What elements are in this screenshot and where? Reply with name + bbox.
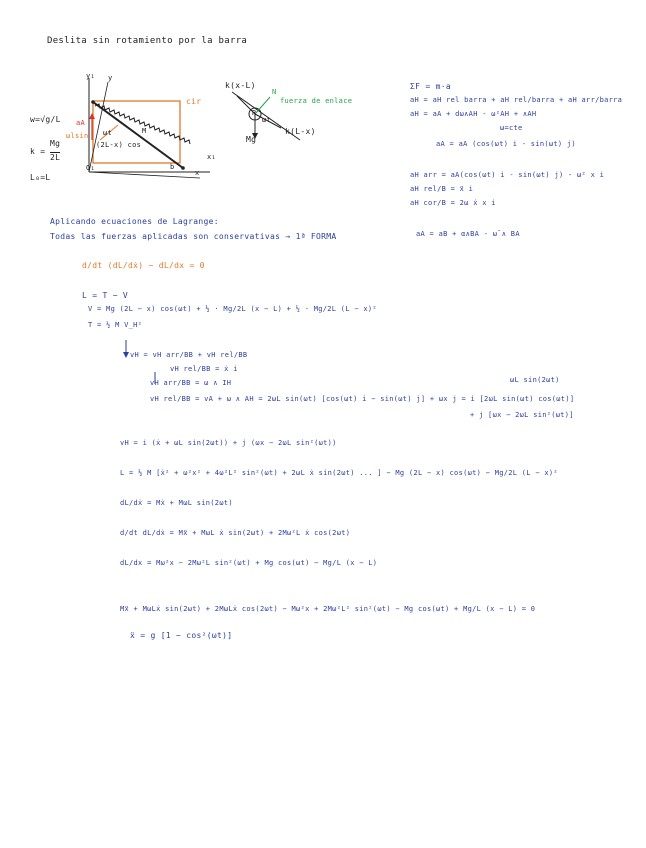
omega-eq: w=√g/L bbox=[30, 115, 61, 124]
k-eq-num: Mg bbox=[50, 139, 61, 148]
y-label: y bbox=[108, 74, 113, 82]
x-label: x bbox=[195, 169, 200, 177]
k-eq-lhs: k = bbox=[30, 147, 46, 156]
T-def: T = ½ M V_H² bbox=[88, 321, 143, 329]
kin-line-2: aH = aH rel barra + aH rel/barra + aH arr/barra bbox=[410, 96, 623, 104]
fbd-wt: ωt bbox=[262, 116, 272, 124]
V-def: V = Mg (2L − x) cos(ωt) + ½ · Mg/2L (x − L) + ½ · Mg/2L (L − x)² bbox=[88, 305, 377, 313]
lagrange-heading-2: Todas las fuerzas aplicadas son conservativas → 1ª FORMA bbox=[50, 232, 337, 241]
x-rot-axis bbox=[89, 169, 200, 178]
kin-line-1: ΣF = m·a bbox=[410, 82, 451, 91]
x1-label: x₁ bbox=[207, 153, 217, 161]
lagrange-main-eq: d/dt (dL/dẋ) − dL/dx = 0 bbox=[82, 261, 205, 270]
wlsin-label: ωlsin bbox=[66, 132, 89, 140]
kin-line-4: aA = aA (cos(ωt) i - sin(ωt) j) bbox=[436, 140, 576, 148]
kin-line-3: aH = aA + dω∧AH - ω²AH + ∧AH bbox=[410, 110, 537, 118]
lagrange-heading-1: Aplicando ecuaciones de Lagrange: bbox=[50, 217, 219, 226]
L-eq: L₀=L bbox=[30, 173, 51, 182]
L-def: L = T − V bbox=[82, 291, 129, 300]
aA-label: aA bbox=[76, 119, 86, 127]
varr-def: vH arr/BB = ω ∧ IH bbox=[150, 379, 232, 387]
M-label: M bbox=[142, 127, 147, 135]
ddt-dLdxdot: d/dt dL/dẋ = Mẍ + MωL ẋ sin(2ωt) + 2Mω²L ẋ cos(2ωt) bbox=[120, 529, 351, 537]
seg-label: (2L-x) cos bbox=[96, 141, 142, 149]
kin-line-7: aH cor/B = 2ω ẋ x i bbox=[410, 199, 496, 207]
vrel3-def: + j [ωx − 2ωL sin²(ωt)] bbox=[470, 411, 574, 419]
b-label: b bbox=[170, 163, 175, 171]
dLdxdot: dL/dẋ = Mẋ + MωL sin(2ωt) bbox=[120, 499, 233, 507]
vrel-def: vH rel/BB = ẋ i bbox=[170, 365, 238, 373]
y1-label: y₁ bbox=[86, 72, 96, 80]
fbd-k-top: k(x-L) bbox=[225, 81, 256, 90]
dLdx: dL/dx = Mω²x − 2Mω²L sin²(ωt) + Mg cos(ωt) − Mg/L (x − L) bbox=[120, 559, 378, 567]
fbd-R: R bbox=[252, 109, 257, 117]
kin-line-8: aA = aB + α∧BA - ω̄ ∧ BA bbox=[416, 230, 520, 238]
L-full: L = ½ M [ẋ² + ω²x² + 4ω²L² sin²(ωt) + 2ωL ẋ sin(2ωt) ... ] − Mg (2L − x) cos(ωt) − Mg/2L (L − x)² bbox=[120, 469, 558, 477]
final-eq: Mẍ + MωLẋ sin(2ωt) + 2MωLẋ cos(2ωt) − Mω²x + 2Mω²L² sin²(ωt) − Mg cos(ωt) + Mg/L (x − L) = 0 bbox=[120, 605, 536, 613]
result-eq: ẍ = g [1 − cos²(ωt)] bbox=[130, 631, 233, 640]
k-eq-den: 2L bbox=[50, 153, 61, 162]
kin-line-6: aH rel/B = ẍ i bbox=[410, 185, 474, 193]
normal-arrow bbox=[255, 97, 270, 114]
wlsin-top: ωL sin(2ωt) bbox=[510, 376, 560, 384]
cir-label: cir bbox=[186, 97, 202, 106]
kin-line-3b: ω=cte bbox=[500, 124, 523, 132]
fbd-Mg: Mg bbox=[246, 135, 257, 144]
page-title: Deslita sin rotamiento por la barra bbox=[47, 36, 248, 46]
fbd-fuerza: fuerza de enlace bbox=[280, 97, 353, 105]
vH-def: vH = vH arr/BB + vH rel/BB bbox=[130, 351, 248, 359]
kin-line-5: aH arr = aA(cos(ωt) i - sin(ωt) j) - ω² x i bbox=[410, 171, 605, 179]
wt-label: ωt bbox=[103, 129, 113, 137]
vrel2-def: vH rel/BB = vA + ω ∧ AH = 2ωL sin(ωt) [cos(ωt) i − sin(ωt) j] + ωx j = i [2ωL sin(ωt) cos(ωt)] bbox=[150, 395, 575, 403]
fbd-k-right: k(L-x) bbox=[285, 127, 316, 136]
origin-label: O₁ bbox=[86, 164, 96, 172]
fbd-N: N bbox=[272, 88, 277, 96]
vH-final: vH = i (ẋ + ωL sin(2ωt)) + j (ωx − 2ωL sin²(ωt)) bbox=[120, 439, 337, 447]
